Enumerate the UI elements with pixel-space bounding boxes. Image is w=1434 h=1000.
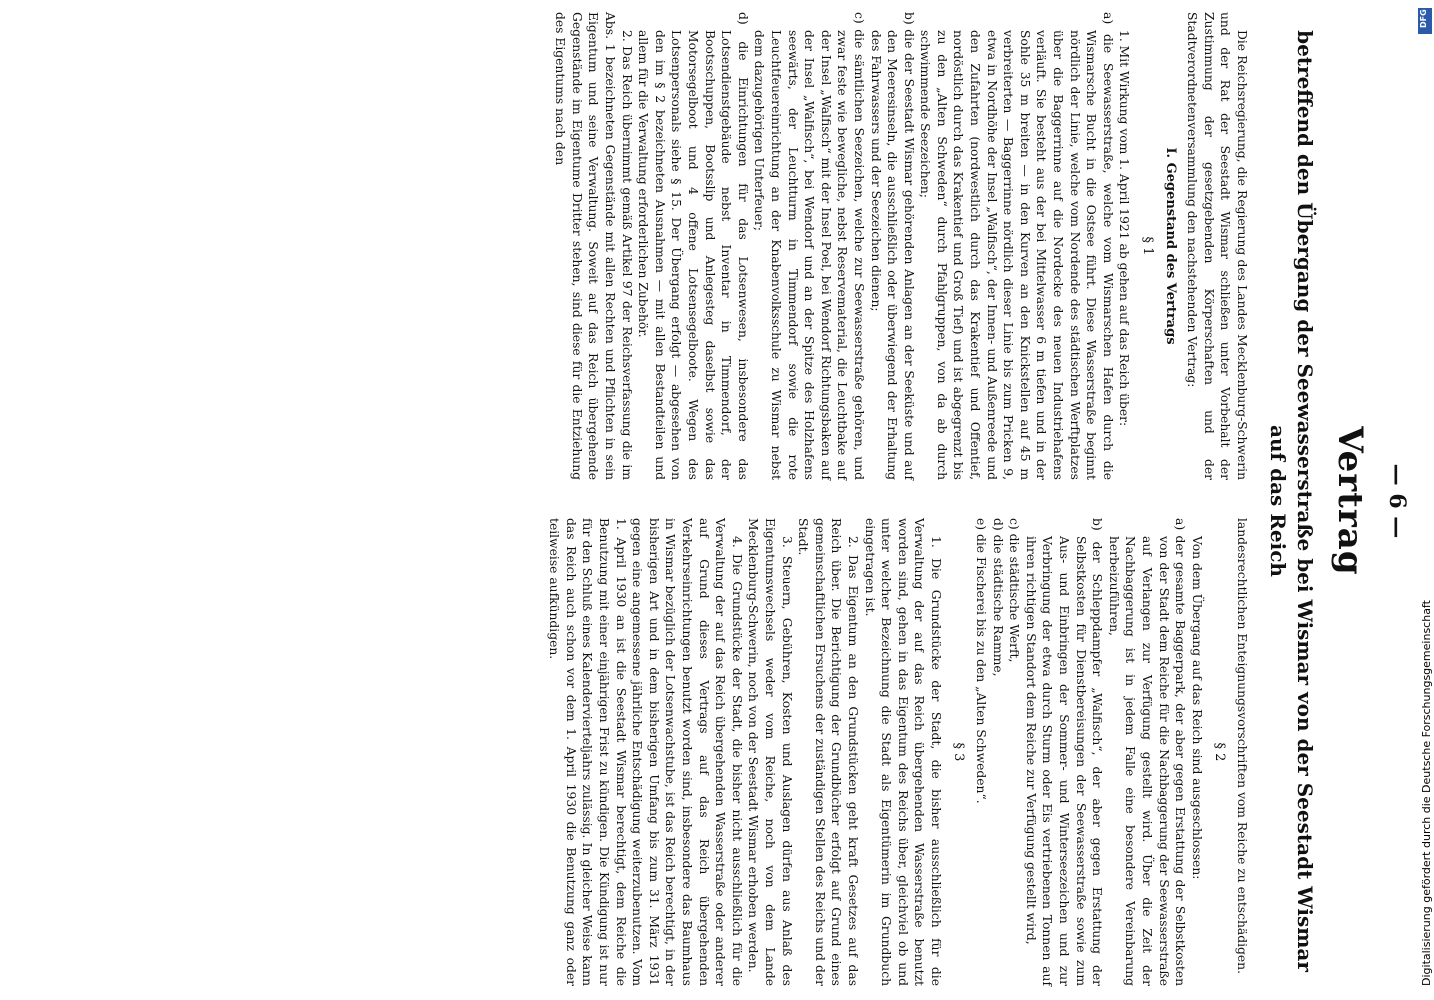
- section-number: § 2: [1212, 742, 1228, 762]
- section-heading: I. Gegenstand des Vertrags: [1162, 147, 1178, 345]
- section-number: § 3: [951, 742, 967, 762]
- list-item: b) die der Seestadt Wismar gehörenden Anlagen an der Seeküste und auf den Meeresinseln, die ausschließlich oder überwiegend der Erhaltung des Fahrwassers und der Seezeichen dienen;: [868, 12, 916, 480]
- rotated-page-content: [260, 6, 1410, 996]
- dfg-logo: [1418, 8, 1432, 34]
- left-column: [552, 12, 1250, 480]
- paragraph: 1. Mit Wirkung vom 1. April 1921 ab gehen auf das Reich über:: [1117, 30, 1132, 427]
- paragraph: Von dem Übergang auf das Reich sind ausgeschlossen:: [1189, 536, 1204, 880]
- paragraph: 2. Das Reich übernimmt gemäß Artikel 97 der Reichsverfassung die im Abs. 1 bezeichneten Gegenstände mit allen Rechten und Pflichten in sein Eigentum und seine Verwaltung. Soweit auf das Reich übergehende Gegenstände im Eigentume Dritter stehen, sind diese für die Entziehung des Eigentums nach den: [553, 12, 634, 480]
- list-item: e) die Fischerei bis zu den „Alten Schweden“.: [974, 518, 989, 804]
- paragraph: 1. Die Grundstücke der Stadt, die bisher ausschließlich für die Verwaltung der auf das Reich übergehenden Wasserstraße benutzt worden sind, gehen in das Eigentum des Reichs über, gleichviel ob und unter welcher Bezeichnung die Stadt als Eigentümerin im Grundbuch eingetragen ist.: [862, 518, 943, 986]
- list-item: c) die sämtlichen Seezeichen, welche zur Seewasserstraße gehören, und zwar feste wie bewegliche, nebst Reservematerial, die Leuchtbake auf der Insel „Walfisch“ mit der Insel Poel, bei Wendorf Richtungsbaken auf der Insel „Walfisch“, bei Wendorf und an der Spitze des Holzhafens seewärts, der Leuchtturm in Timmendorf sowie die rote Leuchtfeuereinrichtung an der Knabenvolksschule zu Wismar nebst dem dazugehörigen Unterfeuer;: [752, 12, 866, 480]
- list-item: d) die städtische Ramme,: [990, 518, 1005, 677]
- intro-paragraph: Die Reichsregierung, die Regierung des Landes Mecklenburg-Schwerin und der Rat der Seestadt Wismar schließen unter Vorbehalt der Zustimmung der gesetzgebenden Körperschaften und der Stadtverordnetenversammlung den nachstehenden Vertrag:: [1185, 12, 1249, 480]
- page-subtitle: betreffend den Übergang der Seewasserstraße bei Wismar von der Seestadt Wismar auf das Reich: [1266, 30, 1317, 972]
- paragraph: 2. Das Eigentum an den Grundstücken geht kraft Gesetzes auf das Reich über. Die Berichtigung der Grundbücher erfolgt auf Grund eines gemeinschaftlichen Ersuchens der zuständigen Stellen des Reichs und der Stadt.: [796, 518, 860, 986]
- paragraph: 3. Steuern, Gebühren, Kosten und Auslagen dürfen aus Anlaß des Eigentumswechsels weder vom Reiche, noch von dem Lande Mecklenburg-Schwerin, noch von der Seestadt Wismar erhoben werden.: [746, 518, 794, 986]
- list-item: a) der gesamte Baggerpark, der aber gegen Erstattung der Selbstkosten von der Stadt dem Reiche für die Nachbaggerung der Seewasserstraße auf Verlangen zur Verfügung gestellt wird. Über die Zeit der Nachbaggerung ist in jedem Falle eine besondere Vereinbarung herbeizuführen,: [1106, 518, 1188, 986]
- list-item: c) die städtische Werft,: [1007, 518, 1022, 663]
- right-column: [546, 518, 1250, 986]
- list-item: a) die Seewasserstraße, welche vom Wismarschen Hafen durch die Wismarsche Bucht in die Ostsee führt. Diese Wasserstraße beginnt nördlich der Linie, welche vom Nordende des städtischen Werftplatzes über die Baggerrinne auf die Nordecke des neuen Industriehafens verläuft. Sie besteht aus der bei Mittelwasser 6 m tiefen und in der Sohle 35 m breiten — in den Kurven an den Knickstellen auf 45 m verbreiterten — Baggerrinne nördlich dieser Linie bis zum Pricken 9, etwa in Nordhöhe der Insel „Walfisch“, der Innen- und Außenreede und den Zufahrten (nordwestlich durch das Krakentief und Offentief, nordöstlich durch das Krakentief und Groß Tief) und ist abgegrenzt bis zu den „Alten Schweden“ durch Pfahlgruppen, von da ab durch schwimmende Seezeichen;: [918, 12, 1115, 480]
- page-body: [260, 6, 1410, 996]
- section-number: § 1: [1140, 236, 1156, 256]
- dfg-logo-text: DFG: [1419, 9, 1428, 28]
- list-item: b) der Schleppdampfer „Walfisch“, der aber gegen Erstattung der Selbstkosten für Dienstbereisungen der Seewasserstraße sowie zum Aus- und Einbringen der Sommer- und Winterseezeichen und zur Verbringung der etwa durch Sturm oder Eis vertriebenen Tonnen auf ihren richtigen Standort dem Reiche zur Verfügung gestellt wird,: [1023, 518, 1105, 986]
- paragraph: landesrechtlichen Enteignungsvorschriften vom Reiche zu entschädigen.: [1235, 518, 1249, 974]
- funding-notice: Digitalisierung gefördert durch die Deutsche Forschungsgemeinschaft: [1420, 600, 1433, 986]
- page-title: Vertrag: [1330, 426, 1370, 576]
- list-item: d) die Einrichtungen für das Lotsenwesen, insbesondere das Lotsendienstgebäude nebst Inventar in Timmendorf, der Bootsschuppen, Bootsslip und Anlegesteg daselbst sowie das Motorsegelboot und 4 offene Lotsensegelboote. Wegen des Lotsenpersonals siehe § 15. Der Übergang erfolgt — abgesehen von den im § 2 bezeichneten Ausnahmen — mit allen Bestandteilen und allem für die Verwaltung erforderlichen Zubehör.: [636, 12, 750, 480]
- paragraph: 4. Die Grundstücke der Stadt, die bisher nicht ausschließlich für die Verwaltung der auf das Reich übergehenden Wasserstraße oder anderer auf Grund dieses Vertrags auf das Reich übergehenden Verkehrseinrichtungen benutzt worden sind, insbesondere das Baumhaus in Wismar bezüglich der Lotsenwachstube, ist das Reich berechtigt, in der bisherigen Art und in dem bisherigen Umfang bis zum 31. März 1931 gegen eine angemessene jährliche Entschädigung weiterzubenutzen. Vom 1. April 1930 an ist die Seestadt Wismar berechtigt, dem Reiche die Benutzung mit einer einjährigen Frist zu kündigen. Die Kündigung ist nur für den Schluß eines Kalendervierteljahrs zulässig. In gleicher Weise kann das Reich auch schon vor dem 1. April 1930 die Benutzung ganz oder teilweise aufkündigen.: [547, 518, 744, 986]
- page-number: — 6 —: [1384, 463, 1410, 539]
